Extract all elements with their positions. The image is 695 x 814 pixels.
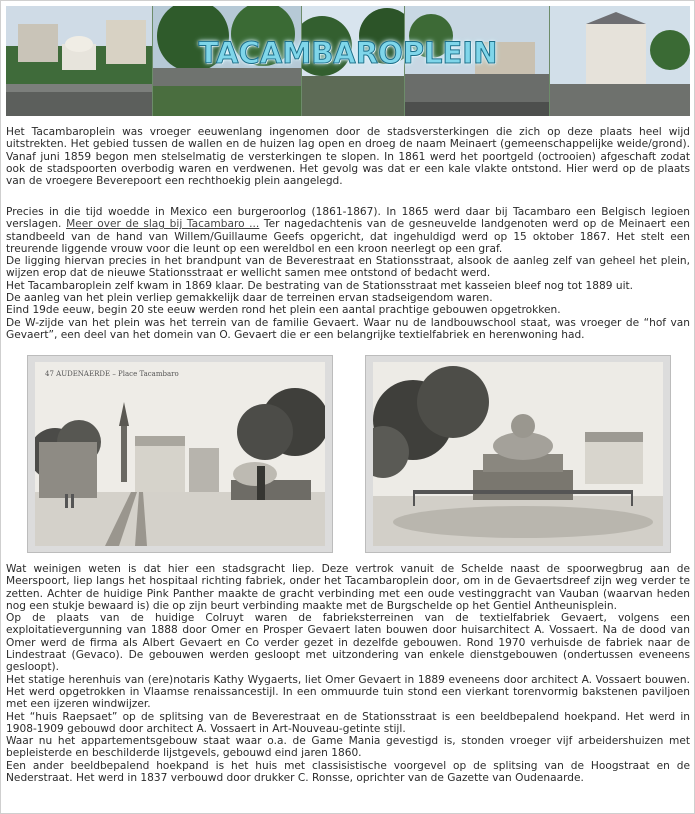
- grachten-text-3: Het statige herenhuis van (ere)notaris Kathy Wygaerts, liet Omer Gevaert in 1889 eveneens door architect A. Vossaert bouwen. Het werd opgetrokken in Vlaamse renaissancestijl. In een ommuurde tuin stond een vierkant torenvormig bakstenen paviljoen met een ijzeren windwijzer.: [6, 673, 690, 711]
- header-banner: [6, 6, 690, 116]
- tacambaro-battle-link[interactable]: Meer over de slag bij Tacambaro ...: [66, 218, 260, 231]
- history-text-7: De W-zijde van het plein was het terrein van de familie Gevaert. Waar nu de landbouwschool staat, was vroeger de “hof van Gevaert”, een deel van het domein van O. Gevaert die er een belangrijke textielfabriek en herenwoning had.: [6, 316, 690, 341]
- page-title: TACAMBAROPLEIN: [198, 36, 498, 70]
- grachten-text-6: Een ander beeldbepalend hoekpand is het huis met classisistische voorgevel op de splitsing van de Hoogstraat en de Nederstraat. Het werd in 1837 verbouwd door drukker C. Ronsse, oprichter van de Gazette van Oudenaarde.: [6, 759, 690, 785]
- grachten-text-4: Het “huis Raepsaet” op de splitsing van de Beverestraat en de Stationsstraat is een beeldbepalend hoekpand. Het werd in 1908-1909 gebouwd door architect A. Vossaert in Art-Nouveau-getinte stijl.: [6, 710, 690, 735]
- grachten-text-1: Wat weinigen weten is dat hier een stadsgracht liep. Deze vertrok vanuit de Schelde naast de spoorwegbrug aan de Meerspoort, liep langs het hospitaal richting fabriek, onder het Tacambaroplein door, om in de Gevaertsdreef zijn weg verder te zetten. Achter de huidige Pink Panther maakte de gracht verbinding met een oude vestinggracht van Vauban (waarvan heden nog een stukje bewaard is) die op zijn beurt verbinding maakte met de Burgschelde op het Gentiel Antheunisplein.: [6, 563, 690, 612]
- history-text-6: Eind 19de eeuw, begin 20 ste eeuw werden rond het plein een aantal prachtige gebouwen opgetrokken.: [6, 304, 561, 317]
- postcard-right-image: [373, 362, 663, 546]
- history-text-5: De aanleg van het plein verliep gemakkelijk daar de terreinen ervan stadseigendom waren.: [6, 292, 493, 305]
- history-text-3: De ligging hiervan precies in het brandpunt van de Beverestraat en Stationsstraat, alsook de aanleg zelf van geheel het plein, wijzen erop dat de nieuwe Stationsstraat er wellicht samen mee ontstond of bedacht werd.: [6, 255, 690, 280]
- history-text-2: Ter nagedachtenis van de gesneuvelde landgenoten werd op de Meinaert een standbeeld van de hand van Willem/Guillaume Geefs opgericht, dat ingehuldigd werd op 15 oktober 1867. Het stelt een treurende liggende vrouw voor die leunt op een wereldbol en een kroon neerlegt op een graf.: [6, 218, 690, 255]
- postcard-left: [27, 355, 333, 553]
- grachten-text-5: Waar nu het appartementsgebouw staat waar o.a. de Game Mania gevestigd is, stonden vroeger vijf arbeidershuizen met bepleisterde en beschilderde lijstgevels, gebouwd eind jaren 1860.: [6, 735, 690, 760]
- intro-paragraph: [6, 126, 690, 187]
- grachten-paragraph: [6, 563, 690, 784]
- history-paragraph: [6, 206, 690, 341]
- postcard-caption: 47 AUDENAERDE – Place Tacambaro: [45, 370, 179, 378]
- intro-text: Het Tacambaroplein was vroeger eeuwenlang ingenomen door de stadsversterkingen die zich op deze plaats heel wijd uitstrekten. Het gebied tussen de wallen en de huizen lag open en droeg de naam Meinaert (gemeenschappelijke weide/grond). Vanaf juni 1859 begon men stelselmatig de versterkingen te slopen. In 1861 werd het poortgeld (octrooien) afgeschaft zodat ook de stadspoorten overbodig waren en verdwenen. Het gevolg was dat er een kale vlakte ontstond. Hier werd op de plaats van de vroegere Beverepoort een rechthoekig plein aangelegd.: [6, 126, 690, 188]
- history-text-1: Precies in die tijd woedde in Mexico een burgeroorlog (1861-1867). In 1865 werd daar bij Tacambaro een Belgisch legioen verslagen.: [6, 206, 690, 231]
- history-text-4: Het Tacambaroplein zelf kwam in 1869 klaar. De bestrating van de Stationsstraat met kasseien bleef nog tot 1889 uit.: [6, 279, 634, 292]
- postcard-right: [365, 355, 671, 553]
- postcard-left-image: [35, 362, 325, 546]
- grachten-text-2: Op de plaats van de huidige Colruyt waren de fabrieksterreinen van de textielfabriek Gevaert, volgens een exploitatievergunning van 1888 door Omer en Prosper Gevaert laten bouwen door huisarchitect A. Vossaert. Na de dood van Omer werd de firma als Albert Gevaert en Co verder gezet in dezelfde gebouwen. Rond 1970 verhuisde de fabriek naar de Lindestraat (Gevaco). De gebouwen werden gesloopt met uitzondering van enkele dienstgebouwen (ondertussen eveneens gesloopt).: [6, 612, 690, 674]
